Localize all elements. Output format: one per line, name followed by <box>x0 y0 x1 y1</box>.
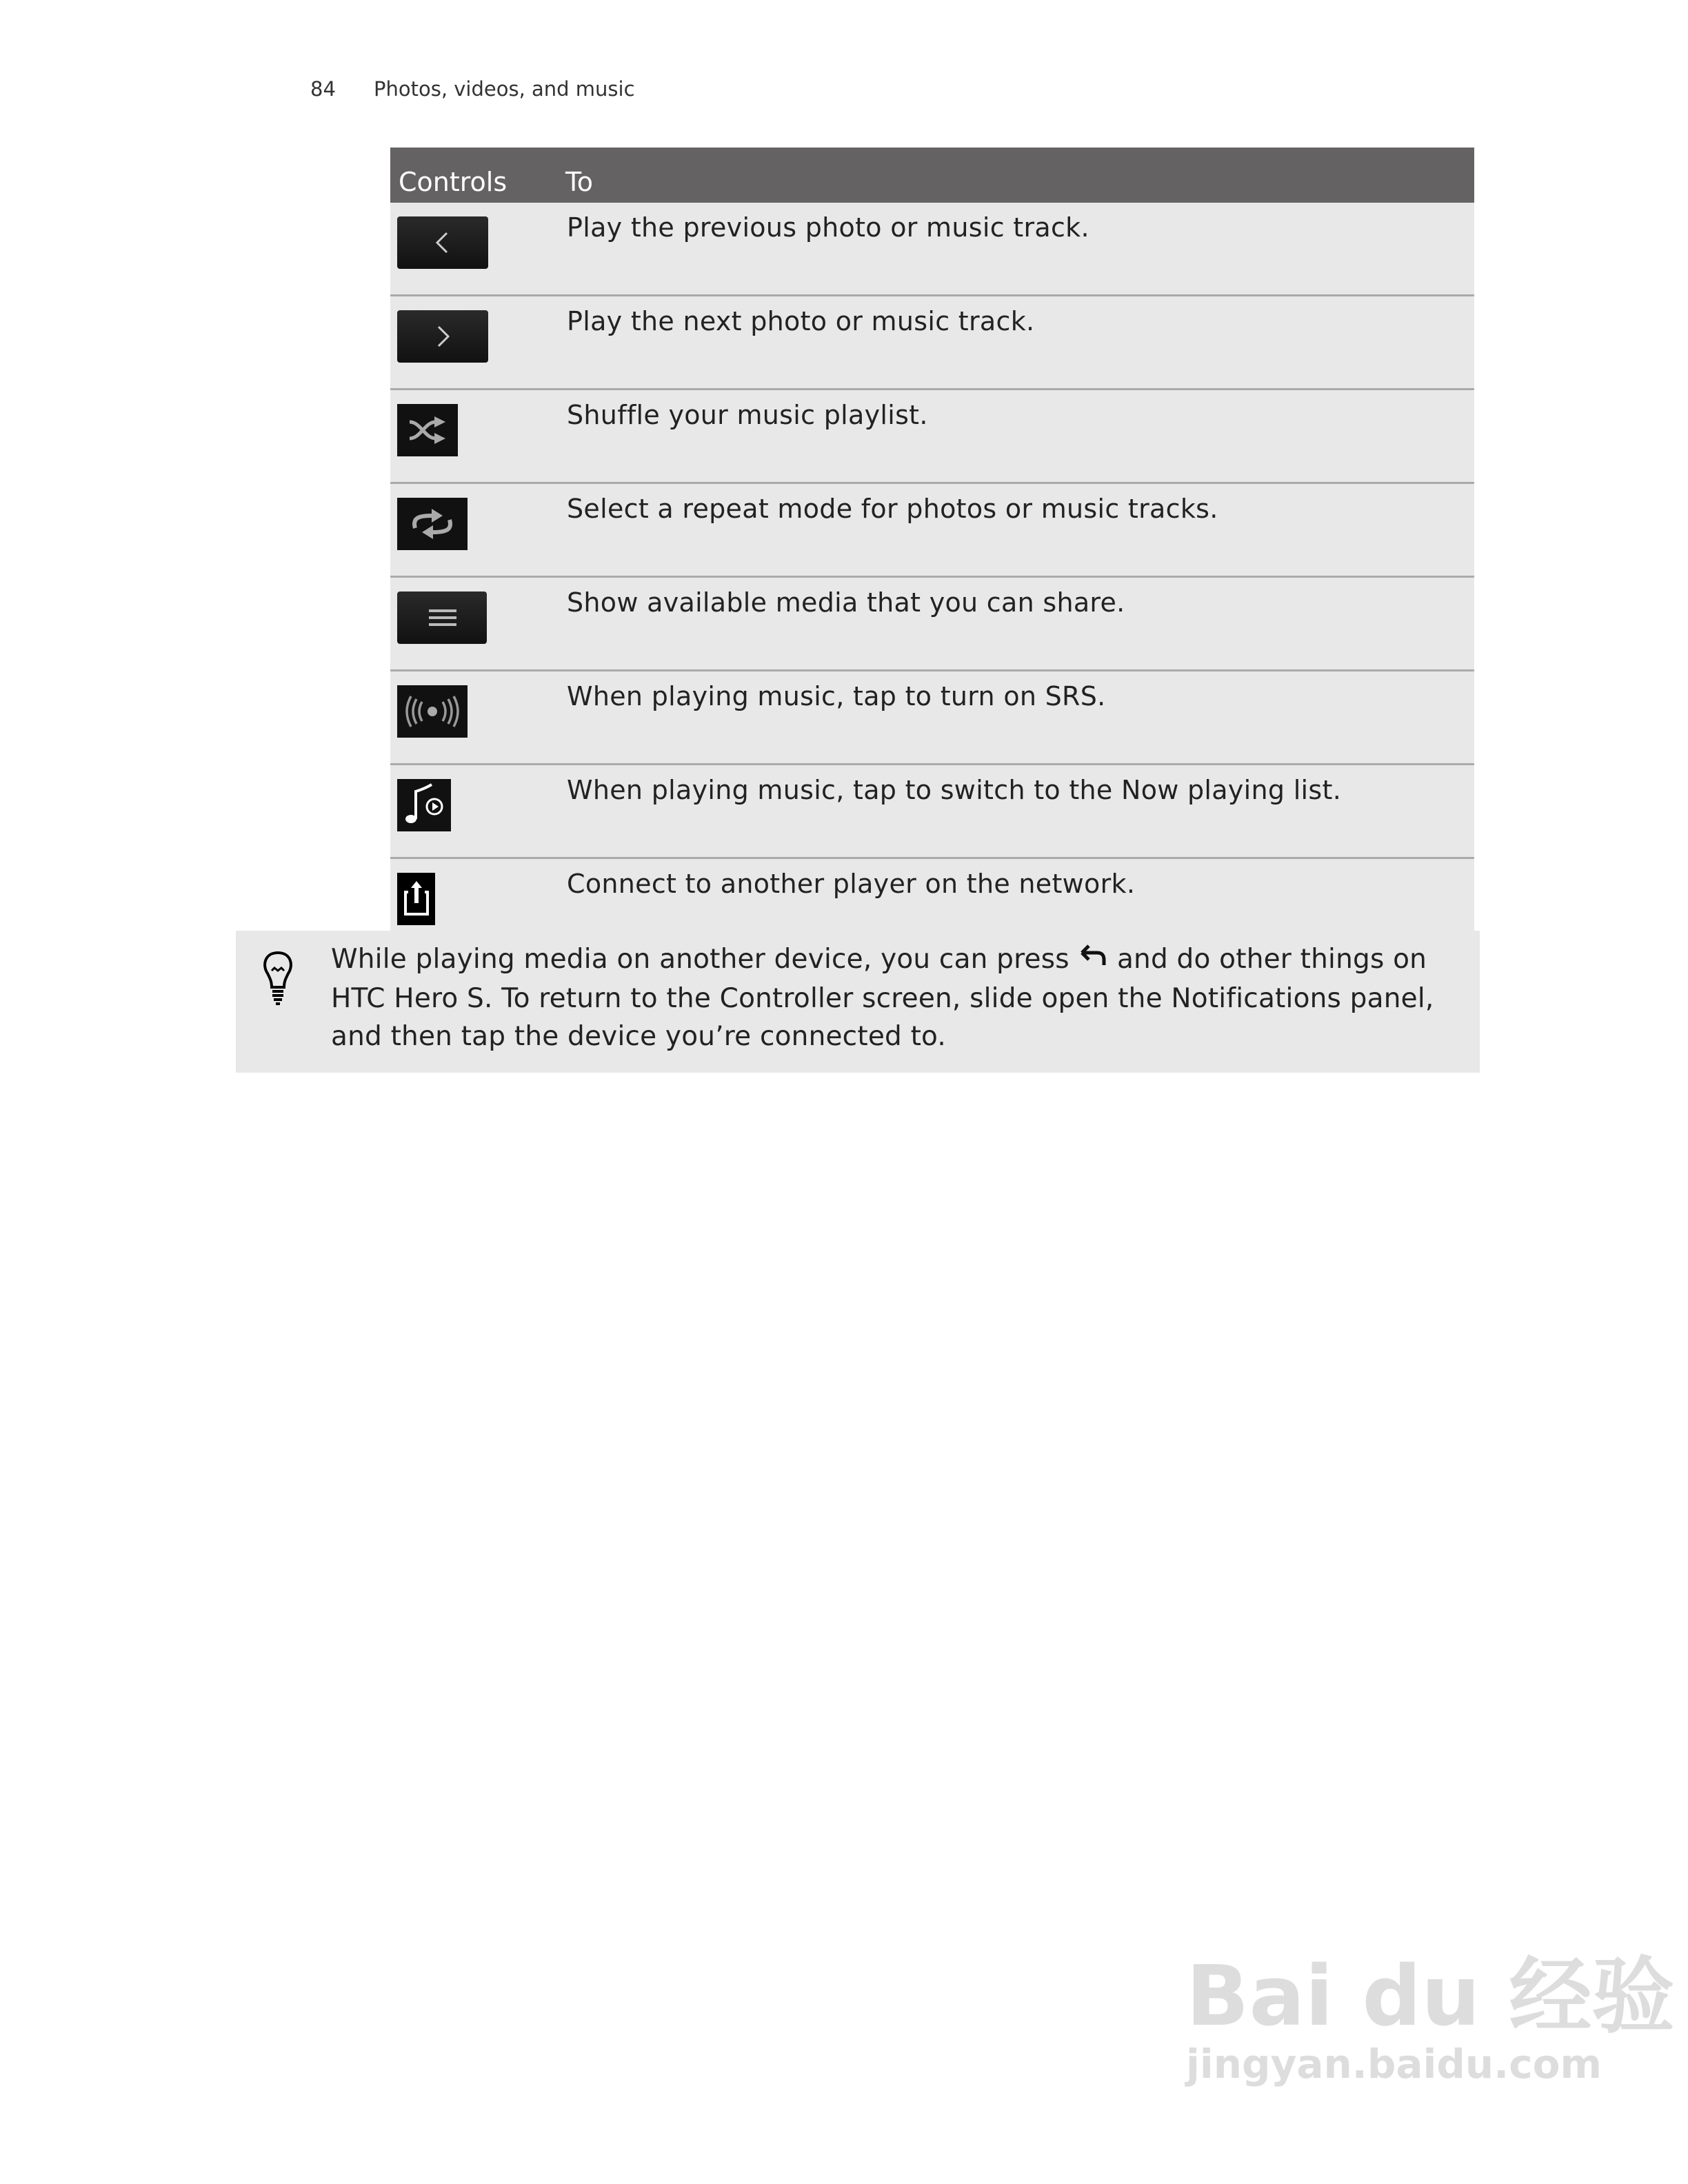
section-title: Photos, videos, and music <box>374 77 635 101</box>
table-row <box>390 296 1474 390</box>
controls-table <box>390 148 1474 953</box>
table-row <box>390 483 1474 577</box>
row-description: Play the next photo or music track. <box>543 296 1474 390</box>
menu-icon <box>397 592 487 644</box>
watermark-logo: Bai du 经验 <box>1186 1949 1675 2045</box>
watermark-url: jingyan.baidu.com <box>1186 2041 1602 2087</box>
next-icon <box>397 310 488 363</box>
srs-icon <box>397 685 468 738</box>
row-description: When playing music, tap to switch to the Now playing list. <box>543 765 1474 858</box>
column-header-to: To <box>543 148 1474 203</box>
table-row <box>390 577 1474 671</box>
row-description: Shuffle your music playlist. <box>543 390 1474 483</box>
row-description: Select a repeat mode for photos or music tracks. <box>543 483 1474 577</box>
lightbulb-icon <box>259 950 297 1011</box>
shuffle-icon <box>397 404 458 456</box>
page-number: 84 <box>310 77 336 101</box>
column-header-controls: Controls <box>390 148 543 203</box>
tip-text: While playing media on another device, you can press and do other things on HTC Hero S. To return to the Controller screen, slide open the Notifications panel, and then tap the device you’re connected to. <box>331 940 1462 1055</box>
row-description: Connect to another player on the network. <box>543 858 1474 952</box>
table-row <box>390 203 1474 296</box>
table-header <box>390 148 1474 203</box>
row-description: Show available media that you can share. <box>543 577 1474 671</box>
table-row <box>390 390 1474 483</box>
repeat-icon <box>397 498 468 550</box>
back-icon <box>1078 942 1108 980</box>
row-description: When playing music, tap to turn on SRS. <box>543 671 1474 765</box>
connect-icon <box>397 873 435 925</box>
tip-box <box>236 931 1480 1073</box>
table-row <box>390 765 1474 858</box>
row-description: Play the previous photo or music track. <box>543 203 1474 296</box>
table-row <box>390 671 1474 765</box>
now-playing-icon <box>397 779 451 831</box>
previous-icon <box>397 216 488 269</box>
